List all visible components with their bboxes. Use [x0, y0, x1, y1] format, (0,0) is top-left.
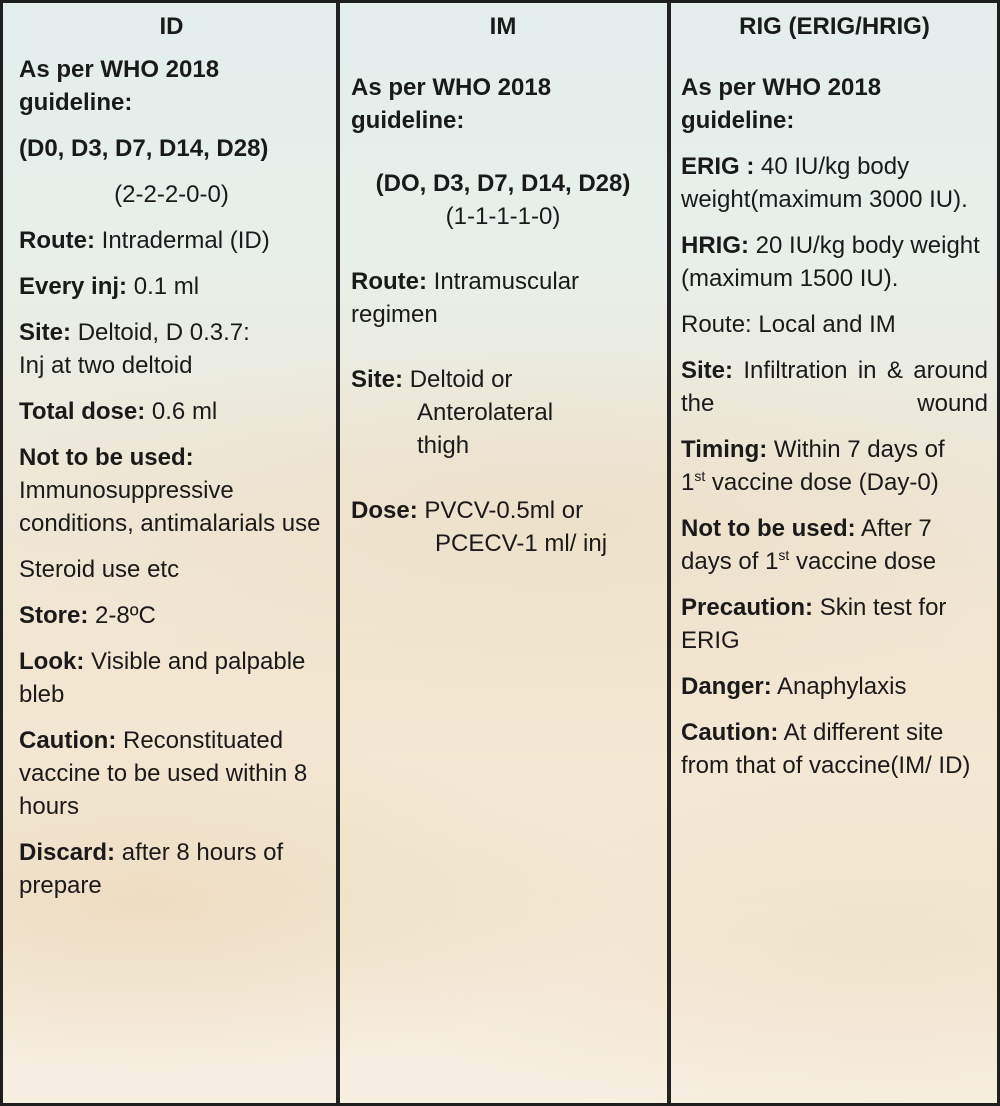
contraindication-value: After 7 days of — [681, 515, 932, 575]
guideline-text: As per WHO 2018 guideline: — [19, 56, 220, 116]
dose-value: PVCV-0.5ml or — [424, 497, 584, 524]
route-text: Route: Local and IM — [681, 311, 896, 338]
site-row — [19, 316, 324, 382]
injection-volume-value: 0.1 ml — [133, 273, 200, 300]
caution-label: Caution: — [681, 719, 779, 746]
erig-value: 40 IU/kg body weight(maximum 3000 IU). — [681, 153, 968, 213]
discard-label: Discard: — [19, 839, 116, 866]
dose-row — [351, 494, 655, 560]
site-value: Infiltration in & around the wound — [681, 357, 988, 417]
storage-row — [19, 599, 324, 632]
precaution-label: Precaution: — [681, 594, 814, 621]
route-value: Intradermal (ID) — [101, 227, 270, 254]
total-dose-row — [19, 395, 324, 428]
site-label: Site: — [681, 357, 734, 384]
schedule-text: (D0, D3, D7, D14, D28) — [19, 135, 269, 162]
site-label: Site: — [19, 319, 72, 346]
column-header-rig: RIG (ERIG/HRIG) — [739, 13, 930, 40]
total-dose-value: 0.6 ml — [151, 398, 218, 425]
guideline-text: As per WHO 2018 guideline: — [681, 74, 882, 134]
discard-row — [19, 836, 324, 902]
schedule-text: (DO, D3, D7, D14, D28) — [375, 170, 631, 197]
caution-label: Caution: — [19, 727, 117, 754]
column-id — [3, 3, 336, 1103]
timing-label: Timing: — [681, 436, 768, 463]
column-divider — [667, 3, 671, 1103]
caution-value: At different site from that of vaccine(IM/ ID) — [681, 719, 971, 779]
timing-value: Within 7 days of — [773, 436, 945, 463]
site-value: Deltoid or — [409, 366, 513, 393]
timing-value-line2: vaccine dose (Day-0) — [711, 469, 939, 496]
timing-row — [681, 433, 988, 499]
dose-value-line2: PCECV-1 ml/ inj — [435, 530, 608, 557]
storage-label: Store: — [19, 602, 89, 629]
contraindication-ordinal: 1 — [765, 548, 779, 575]
contraindication-row — [19, 441, 324, 540]
total-dose-label: Total dose: — [19, 398, 146, 425]
site-value-line3: thigh — [417, 432, 470, 459]
guideline-text: As per WHO 2018 guideline: — [351, 74, 552, 134]
column-header-im: IM — [489, 13, 517, 40]
danger-row — [681, 670, 988, 703]
caution-row — [681, 716, 988, 782]
danger-value: Anaphylaxis — [777, 673, 907, 700]
injection-volume-row — [19, 270, 324, 303]
column-im — [341, 3, 667, 1103]
site-label: Site: — [351, 366, 404, 393]
look-label: Look: — [19, 648, 85, 675]
danger-label: Danger: — [681, 673, 772, 700]
column-header-id: ID — [159, 13, 184, 40]
hrig-value: 20 IU/kg body weight (maximum 1500 IU). — [681, 232, 980, 292]
contraindication-label: Not to be used: — [681, 515, 856, 542]
contraindication-label: Not to be used: — [19, 444, 194, 471]
timing-ordinal: 1 — [681, 469, 695, 496]
contraindication-value: Immunosuppressive conditions, antimalarials use — [19, 477, 321, 537]
hrig-row — [681, 229, 988, 295]
route-row — [351, 265, 655, 331]
look-value: Visible and palpable bleb — [19, 648, 306, 708]
route-value: Intramuscular regimen — [351, 268, 580, 328]
injection-volume-label: Every inj: — [19, 273, 128, 300]
dose-label: Dose: — [351, 497, 418, 524]
erig-row — [681, 150, 988, 216]
discard-value: after 8 hours of prepare — [19, 839, 284, 899]
dose-pattern: (1-1-1-1-0) — [445, 203, 561, 230]
timing-ordinal-suffix: st — [694, 468, 706, 484]
contraindication-value-line2: vaccine dose — [795, 548, 937, 575]
dose-pattern: (2-2-2-0-0) — [114, 181, 229, 208]
contraindication-ordinal-suffix: st — [778, 547, 790, 563]
caution-row — [19, 724, 324, 823]
storage-value: 2-8ºC — [95, 602, 156, 629]
column-rig — [672, 3, 1000, 1103]
route-row — [19, 224, 324, 257]
column-divider — [336, 3, 340, 1103]
steroid-note: Steroid use etc — [19, 556, 180, 583]
precaution-row — [681, 591, 988, 657]
route-label: Route: — [351, 268, 427, 295]
contraindication-row — [681, 512, 988, 578]
site-row — [351, 363, 655, 462]
hrig-label: HRIG: — [681, 232, 749, 259]
look-row — [19, 645, 324, 711]
erig-label: ERIG : — [681, 153, 755, 180]
route-label: Route: — [19, 227, 95, 254]
site-row-line1 — [681, 354, 988, 420]
site-value-line2: Anterolateral — [417, 399, 554, 426]
site-value-line2: Inj at two deltoid — [19, 352, 193, 379]
caution-value: Reconstituated vaccine to be used within 8 hours — [19, 727, 308, 820]
site-row — [681, 354, 988, 420]
site-value: Deltoid, D 0.3.7: — [77, 319, 250, 346]
precaution-value: Skin test for ERIG — [681, 594, 947, 654]
